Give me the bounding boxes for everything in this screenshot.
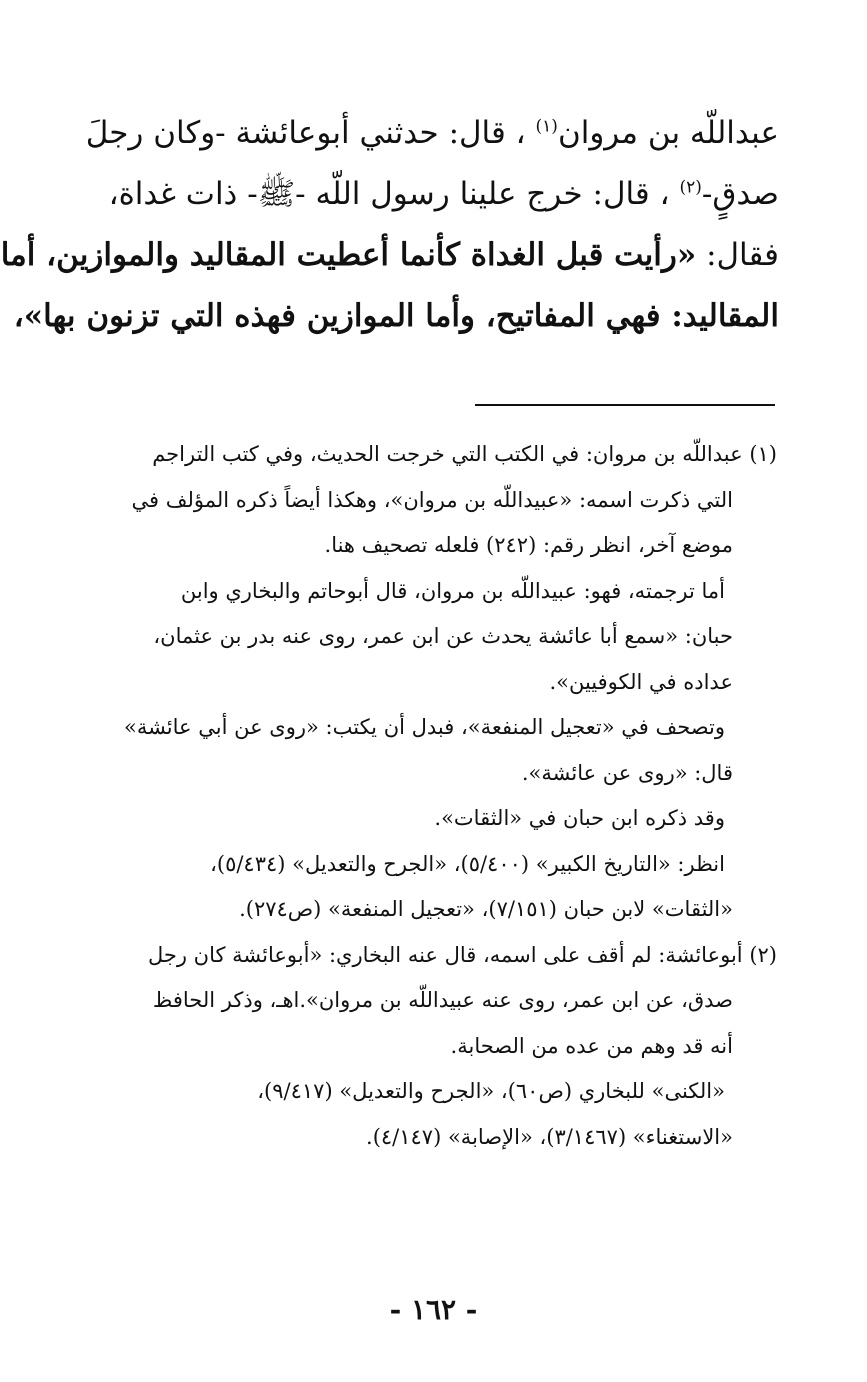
footnote-2 (60, 933, 777, 1161)
main-line (13, 286, 779, 347)
footnote-line: وتصحف في «تعجيل المنفعة»، فبدل أن يكتب: «روى عن أبي عائشة» (123, 715, 725, 739)
text-run: عبداللّه بن مروان (557, 115, 779, 151)
footnote-1 (60, 432, 777, 933)
main-line (72, 103, 779, 164)
footnote-line: (٢) أبوعائشة: لم أقف على اسمه، قال عنه البخاري: «أبوعائشة كان رجل (147, 942, 777, 967)
hadith-quote: «رأيت قبل الغداة كأنما أعطيت المقاليد والموازين، أما (0, 237, 697, 273)
footnote-line: قال: «روى عن عائشة». (521, 760, 733, 785)
footnote-separator (475, 404, 775, 406)
footnote-line: (١) عبداللّه بن مروان: في الكتب التي خرجت الحديث، وفي كتب التراجم (152, 442, 777, 466)
footnote-line: أما ترجمته، فهو: عبيداللّه بن مروان، قال أبوحاتم والبخاري وابن (180, 578, 725, 603)
footnote-line: حبان: «سمع أبا عائشة يحدث عن ابن عمر، روى عنه بدر بن عثمان، (153, 624, 733, 648)
footnote-line: وقد ذكره ابن حبان في «الثقات». (434, 806, 725, 830)
text-run: ، قال: خرج علينا رسول اللّه -ﷺ- ذات غداة، (108, 176, 670, 212)
hadith-quote: المقاليد: فهي المفاتيح، وأما الموازين فهذه التي تزنون بها»، (13, 298, 779, 334)
footnote-line: صدق، عن ابن عمر، روى عنه عبيداللّه بن مروان».اهـ، وذكر الحافظ (152, 988, 733, 1012)
footnote-line: أنه قد وهم من عده من الصحابة. (450, 1033, 733, 1058)
page-number: - ١٦٢ - (389, 1293, 478, 1326)
main-line (0, 225, 779, 286)
footnotes (60, 432, 777, 1160)
main-text (0, 103, 779, 347)
main-line (72, 164, 779, 225)
footnote-line: «الاستغناء» (٣/١٤٦٧)، «الإصابة» (٤/١٤٧). (366, 1124, 733, 1149)
footnote-ref-2[interactable]: (٢) (679, 177, 702, 198)
footnote-line: عداده في الكوفيين». (549, 669, 733, 694)
footnote-line: «الثقات» لابن حبان (٧/١٥١)، «تعجيل المنفعة» (ص٢٧٤). (239, 897, 733, 921)
text-run: صدقٍ- (701, 176, 779, 212)
text-run: ، قال: حدثني أبوعائشة -وكان رجلَ (85, 115, 526, 151)
footnote-line: انظر: «التاريخ الكبير» (٥/٤٠٠)، «الجرح والتعديل» (٥/٤٣٤)، (210, 851, 725, 876)
footnote-line: «الكنى» للبخاري (ص٦٠)، «الجرح والتعديل» (٩/٤١٧)، (257, 1079, 725, 1103)
footnote-line: موضع آخر، انظر رقم: (٢٤٢) فلعله تصحيف هنا. (324, 533, 733, 557)
footnote-line: التي ذكرت اسمه: «عبيداللّه بن مروان»، وهكذا أيضاً ذكره المؤلف في (131, 487, 733, 512)
text-run: فقال: (706, 237, 779, 273)
footnote-ref-1[interactable]: (١) (535, 116, 558, 137)
